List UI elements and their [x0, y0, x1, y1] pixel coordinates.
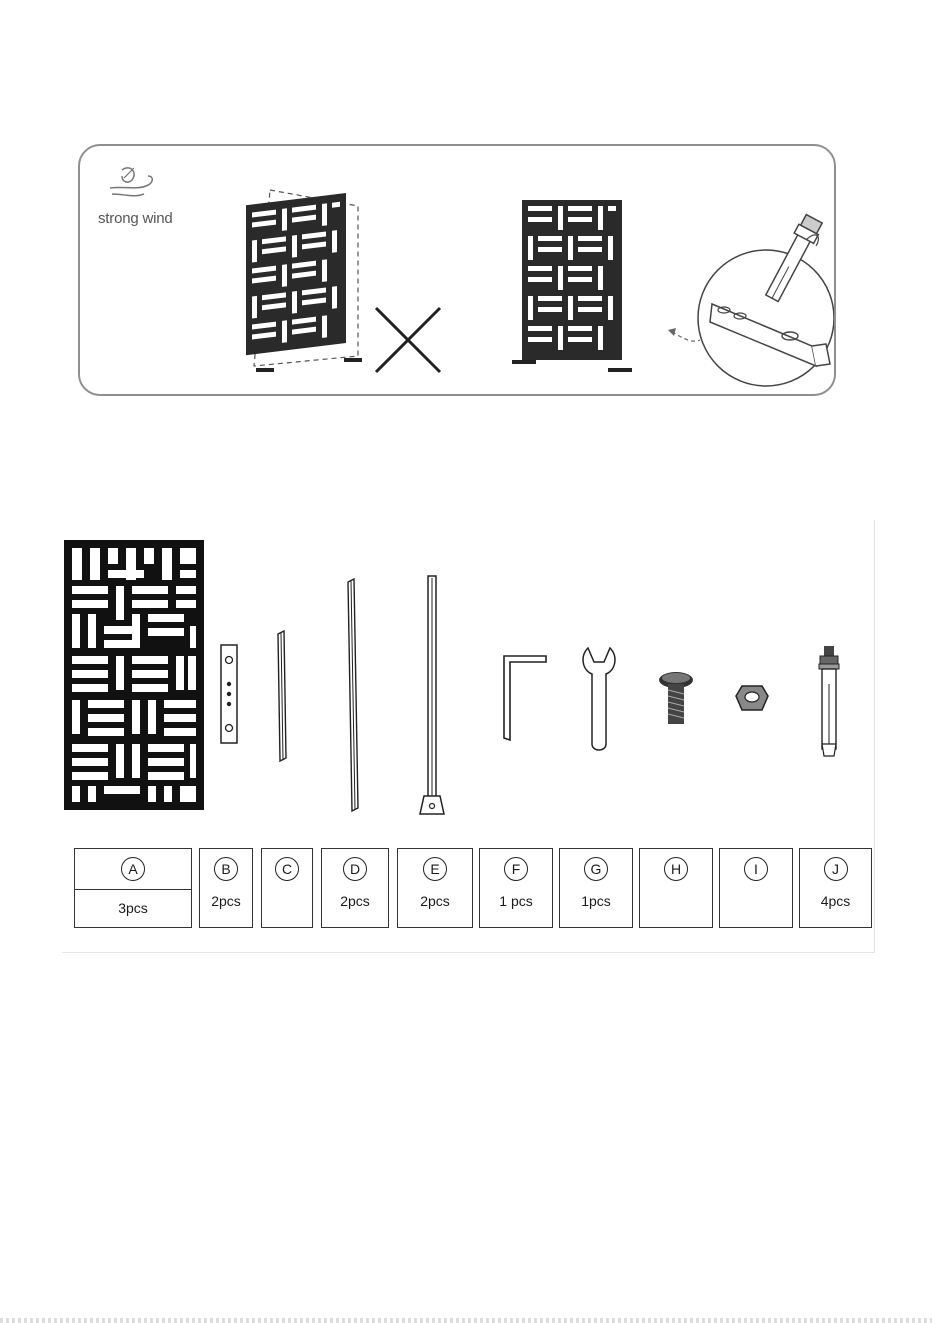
- strong-wind-warning-panel: [78, 144, 836, 396]
- part-letter-b: B: [214, 857, 238, 881]
- part-cell-h: [639, 848, 713, 928]
- part-e-post-with-foot: [418, 574, 452, 824]
- part-qty-f: 1 pcs: [499, 893, 533, 909]
- part-letter-c: C: [275, 857, 299, 881]
- strong-wind-label: strong wind: [98, 210, 173, 227]
- part-cell-a: [74, 848, 192, 928]
- part-cell-i: [719, 848, 793, 928]
- part-cell-d: [321, 848, 389, 928]
- part-i-hex-nut: [734, 684, 770, 714]
- parts-list-figure: [62, 520, 875, 953]
- part-qty-g: 1pcs: [581, 893, 611, 909]
- part-g-open-wrench: [578, 644, 620, 754]
- part-cell-e: [397, 848, 473, 928]
- part-qty-h: [640, 875, 712, 927]
- part-letter-h: H: [664, 857, 688, 881]
- part-qty-i: [720, 875, 792, 927]
- wind-leaf-icon: [102, 164, 162, 208]
- part-a-lattice-panel: [64, 540, 204, 810]
- x-mark-icon: [372, 304, 444, 376]
- part-qty-c: [262, 875, 312, 927]
- part-qty-a: 3pcs: [118, 900, 148, 916]
- part-cell-f: [479, 848, 553, 928]
- part-f-allen-key: [498, 654, 550, 744]
- part-cell-j: [799, 848, 872, 928]
- page-bottom-edge: [0, 1318, 932, 1323]
- part-qty-d: 2pcs: [340, 893, 370, 909]
- part-c-short-bar: [274, 630, 290, 762]
- part-qty-j: 4pcs: [820, 893, 851, 909]
- part-letter-e: E: [423, 857, 447, 881]
- anchored-panel-illustration: [512, 196, 632, 386]
- part-letter-g: G: [584, 857, 608, 881]
- part-b-connector-plate: [218, 644, 240, 744]
- part-d-side-rail: [344, 578, 362, 812]
- part-j-expansion-anchor: [814, 644, 844, 758]
- part-letter-i: I: [744, 857, 768, 881]
- part-cell-g: [559, 848, 633, 928]
- part-letter-j: J: [824, 857, 848, 881]
- tilting-panel-illustration: [240, 176, 390, 386]
- part-letter-a: A: [121, 857, 145, 881]
- part-letter-f: F: [504, 857, 528, 881]
- part-qty-e: 2pcs: [420, 893, 450, 909]
- part-qty-b: 2pcs: [211, 893, 241, 909]
- part-cell-c: [261, 848, 313, 928]
- expansion-bolt-detail-icon: [620, 206, 834, 392]
- part-cell-b: [199, 848, 253, 928]
- part-h-hex-bolt: [656, 670, 696, 728]
- part-letter-d: D: [343, 857, 367, 881]
